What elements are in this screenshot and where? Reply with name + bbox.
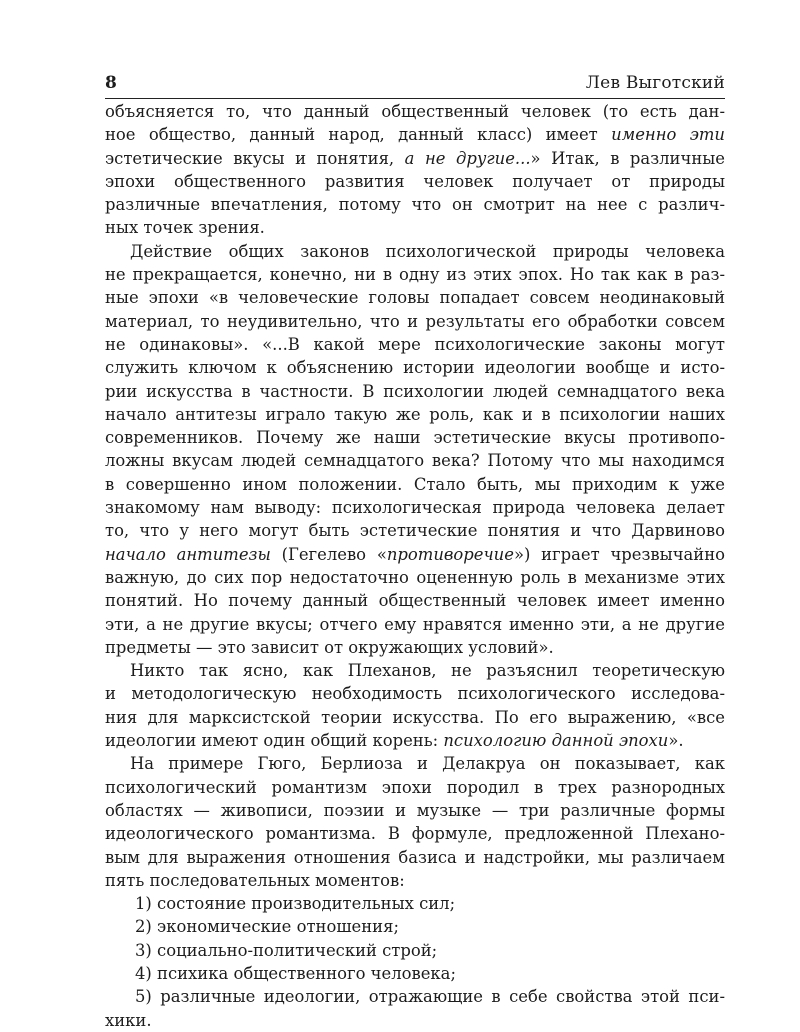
text-span: объясняется то, что данный общественный человек (то есть дан- bbox=[105, 102, 725, 121]
text-span: различные впечатления, потому что он смотрит на нее с различ- bbox=[105, 195, 725, 215]
text-span: современников. Почему же наши эстетические вкусы противопо- bbox=[105, 428, 725, 448]
text-line bbox=[105, 822, 725, 845]
text-line bbox=[105, 706, 725, 729]
text-span: то, что у него могут быть эстетические понятия и что Дарвиново bbox=[105, 521, 725, 541]
text-span: не прекращается, конечно, ни в одну из этих эпох. Но так как в раз- bbox=[105, 265, 725, 285]
text-span: ные эпохи «в человеческие головы попадает совсем неодинаковый bbox=[105, 288, 725, 308]
text-span: идеологического романтизма. В формуле, предложенной Плехано- bbox=[105, 824, 725, 844]
text-line bbox=[105, 403, 725, 426]
text-line bbox=[105, 729, 725, 752]
text-line bbox=[105, 100, 725, 123]
text-span: служить ключом к объяснению истории идеологии вообще и исто- bbox=[105, 358, 725, 378]
text-span: На примере Гюго, Берлиоза и Делакруа он показывает, как bbox=[130, 754, 725, 774]
text-span: эпохи общественного развития человек получает от природы bbox=[105, 171, 725, 191]
text-span: идеологии имеют один общий корень: bbox=[105, 731, 444, 751]
text-span: психологический романтизм эпохи породил в трех разнородных bbox=[105, 777, 725, 797]
text-span: ») играет чрезвычайно bbox=[513, 544, 725, 564]
text-line bbox=[105, 170, 725, 193]
text-line bbox=[105, 310, 725, 333]
text-span: (Гегелево « bbox=[270, 544, 387, 564]
text-span: Никто так ясно, как Плеханов, не разъяснил теоретическую bbox=[130, 661, 725, 681]
body-text bbox=[105, 100, 725, 1032]
text-line bbox=[105, 1009, 725, 1032]
text-line bbox=[105, 496, 725, 519]
text-span: ». bbox=[668, 731, 684, 751]
text-line bbox=[105, 519, 725, 542]
running-title: Лев Выготский bbox=[585, 73, 725, 93]
text-span: предметы — это зависит от окружающих условий». bbox=[105, 637, 554, 657]
text-span: не одинаковы». «...В какой мере психологические законы могут bbox=[105, 334, 725, 354]
text-line bbox=[105, 380, 725, 403]
text-span: пять последовательных моментов: bbox=[105, 870, 405, 890]
text-span: 5) различные идеологии, отражающие в себе свойства этой пси- bbox=[135, 987, 725, 1007]
text-span: вым для выражения отношения базиса и надстройки, мы различаем bbox=[105, 847, 725, 867]
text-line bbox=[105, 846, 725, 869]
text-span: важную, до сих пор недостаточно оцененную роль в механизме этих bbox=[105, 567, 725, 587]
text-line bbox=[105, 566, 725, 589]
running-header bbox=[105, 71, 725, 95]
text-line bbox=[105, 589, 725, 612]
text-line bbox=[105, 193, 725, 216]
text-span: » Итак, в различные bbox=[530, 148, 725, 168]
text-line bbox=[105, 123, 725, 146]
text-span: и методологическую необходимость психологического исследова- bbox=[105, 684, 725, 704]
text-span: в совершенно ином положении. Стало быть, мы приходим к уже bbox=[105, 474, 725, 494]
text-span: Действие общих законов психологической природы человека bbox=[130, 241, 725, 261]
text-line bbox=[105, 263, 725, 286]
text-line bbox=[105, 240, 725, 263]
list-item-line bbox=[105, 962, 725, 985]
text-span: знакомому нам выводу: психологическая природа человека делает bbox=[105, 498, 725, 518]
text-span: ложны вкусам людей семнадцатого века? Потому что мы находимся bbox=[105, 451, 725, 471]
list-item-line bbox=[105, 915, 725, 938]
text-line bbox=[105, 869, 725, 892]
text-span: 3) социально-политический строй; bbox=[135, 940, 438, 960]
text-span: рии искусства в частности. В психологии людей семнадцатого века bbox=[105, 381, 725, 401]
text-line bbox=[105, 682, 725, 705]
text-line bbox=[105, 613, 725, 636]
page-number: 8 bbox=[105, 73, 118, 93]
italic-span: а не другие... bbox=[404, 148, 531, 168]
text-line bbox=[105, 333, 725, 356]
italic-span: именно эти bbox=[611, 125, 725, 145]
list-item-line bbox=[105, 892, 725, 915]
header-rule bbox=[105, 98, 725, 99]
text-span: областях — живописи, поэзии и музыке — три различные формы bbox=[105, 800, 725, 820]
text-line bbox=[105, 449, 725, 472]
text-line bbox=[105, 659, 725, 682]
text-span: понятий. Но почему данный общественный человек имеет именно bbox=[105, 591, 725, 611]
text-line bbox=[105, 752, 725, 775]
text-span: эстетические вкусы и понятия, bbox=[105, 148, 405, 168]
text-span: ния для марксистской теории искусства. По его выражению, «все bbox=[105, 707, 725, 727]
list-item-line bbox=[105, 985, 725, 1008]
text-span: 2) экономические отношения; bbox=[135, 917, 399, 937]
text-span: эти, а не другие вкусы; отчего ему нравятся именно эти, а не другие bbox=[105, 614, 725, 634]
text-span: ное общество, данный народ, данный класс) имеет bbox=[105, 125, 612, 145]
text-span: материал, то неудивительно, что и результаты его обработки совсем bbox=[105, 311, 725, 331]
text-line bbox=[105, 147, 725, 170]
text-line bbox=[105, 776, 725, 799]
text-span: 4) психика общественного человека; bbox=[135, 963, 456, 983]
italic-span: психологию данной эпохи bbox=[443, 731, 669, 751]
text-span: ных точек зрения. bbox=[105, 218, 265, 238]
text-span: 1) состояние производительных сил; bbox=[135, 894, 456, 914]
italic-span: начало антитезы bbox=[105, 544, 271, 564]
text-span: хики. bbox=[105, 1010, 152, 1030]
list-item-line bbox=[105, 939, 725, 962]
text-span: начало антитезы играло такую же роль, как и в психологии наших bbox=[105, 404, 725, 424]
text-line bbox=[105, 426, 725, 449]
text-line bbox=[105, 636, 725, 659]
text-line bbox=[105, 356, 725, 379]
text-line bbox=[105, 799, 725, 822]
text-line bbox=[105, 216, 725, 239]
text-line bbox=[105, 543, 725, 566]
text-line bbox=[105, 286, 725, 309]
text-line bbox=[105, 473, 725, 496]
italic-span: противоречие bbox=[386, 544, 514, 564]
